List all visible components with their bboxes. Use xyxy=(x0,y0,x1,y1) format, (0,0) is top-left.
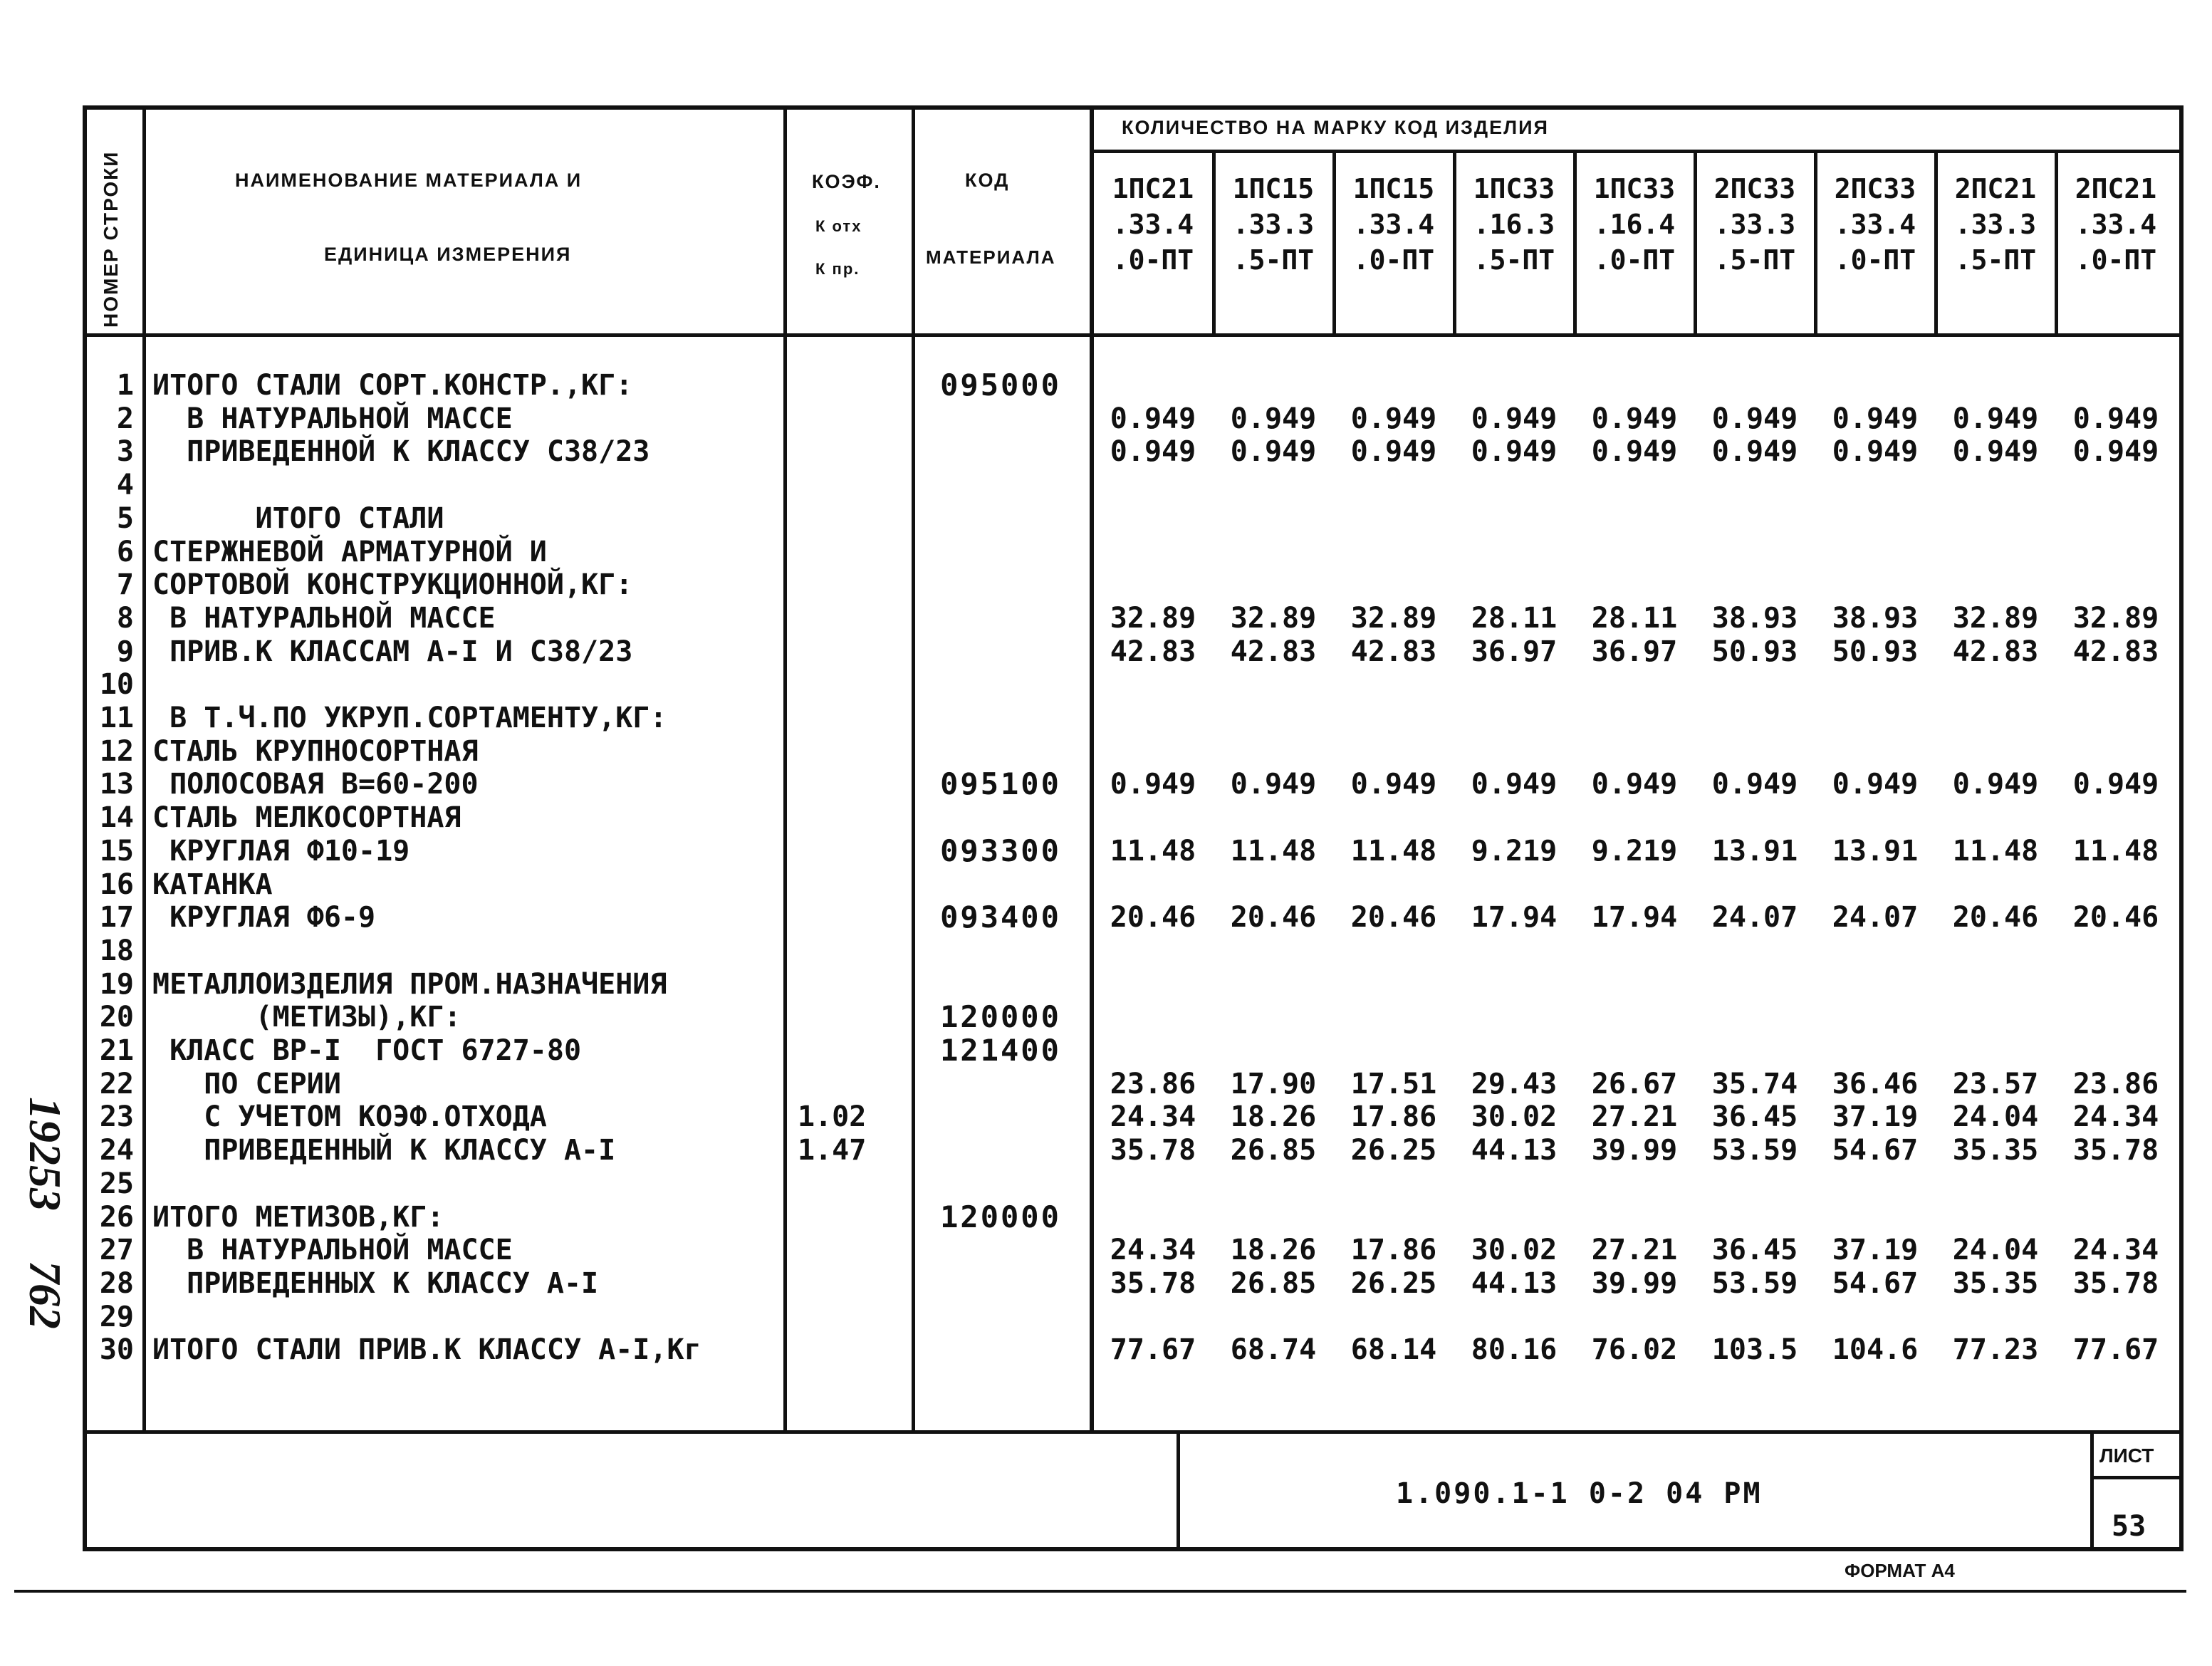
row-number: 3 xyxy=(116,435,134,469)
row-value: 17.86 xyxy=(1350,1100,1437,1134)
product-code-3: 1ПС15 .33.4 .0-ПТ xyxy=(1352,173,1435,276)
row-value: 42.83 xyxy=(1350,635,1437,668)
row-value: 37.19 xyxy=(1832,1100,1919,1134)
row-number: 18 xyxy=(99,934,134,967)
row-value: 29.43 xyxy=(1471,1067,1558,1100)
row-value: 17.51 xyxy=(1350,1067,1437,1100)
row-value: 20.46 xyxy=(2072,901,2159,934)
row-value: 24.34 xyxy=(1110,1100,1196,1134)
row-value: 0.949 xyxy=(1711,435,1798,469)
row-value: 17.94 xyxy=(1471,901,1558,934)
row-value: 11.48 xyxy=(1110,834,1196,868)
format-label: ФОРМАТ А4 xyxy=(1845,1560,1955,1581)
row-number: 5 xyxy=(116,501,134,535)
row-value: 24.04 xyxy=(1952,1234,2039,1267)
row-description: СТАЛЬ МЕЛКОСОРТНАЯ xyxy=(152,801,461,835)
row-number: 9 xyxy=(116,635,134,668)
row-value: 0.949 xyxy=(1591,435,1678,469)
row-value: 26.25 xyxy=(1350,1134,1437,1167)
row-value: 11.48 xyxy=(1230,834,1317,868)
row-value: 104.6 xyxy=(1832,1333,1919,1367)
row-description: ИТОГО СТАЛИ ПРИВ.К КЛАССУ А-I,Кг xyxy=(152,1333,701,1367)
row-value: 24.34 xyxy=(2072,1100,2159,1134)
side-inventory-number: 19253 xyxy=(20,1097,71,1211)
row-description: ПРИВЕДЕННЫЙ К КЛАССУ А-I xyxy=(152,1134,616,1167)
row-value: 36.97 xyxy=(1471,635,1558,668)
row-value: 18.26 xyxy=(1230,1234,1317,1267)
row-number: 16 xyxy=(99,868,134,901)
row-value: 0.949 xyxy=(1711,768,1798,801)
row-number: 11 xyxy=(99,702,134,734)
row-material-code: 095000 xyxy=(940,368,1061,402)
row-value: 20.46 xyxy=(1230,901,1317,934)
row-value: 11.48 xyxy=(1350,834,1437,868)
row-value: 32.89 xyxy=(1350,601,1437,635)
row-description: ПРИВ.К КЛАССАМ А-I И С38/23 xyxy=(152,635,633,668)
row-description: В НАТУРАЛЬНОЙ МАССЕ xyxy=(152,601,496,635)
row-value: 9.219 xyxy=(1591,834,1678,868)
side-inventory-number-2: 762 xyxy=(20,1261,71,1329)
row-coefficient: 1.47 xyxy=(798,1134,867,1167)
row-number: 1 xyxy=(116,369,134,402)
row-value: 36.46 xyxy=(1832,1067,1919,1100)
product-code-6: 2ПС33 .33.3 .5-ПТ xyxy=(1713,173,1796,276)
header-row-number: НОМЕР СТРОКИ xyxy=(100,150,122,328)
product-code-1: 1ПС21 .33.4 .0-ПТ xyxy=(1112,173,1194,276)
row-value: 42.83 xyxy=(2072,635,2159,668)
row-number: 4 xyxy=(116,469,134,502)
row-value: 42.83 xyxy=(1230,635,1317,668)
row-value: 17.90 xyxy=(1230,1067,1317,1100)
row-value: 20.46 xyxy=(1350,901,1437,934)
row-value: 77.23 xyxy=(1952,1333,2039,1367)
row-value: 28.11 xyxy=(1471,601,1558,635)
header-name-line2: ЕДИНИЦА ИЗМЕРЕНИЯ xyxy=(324,244,572,265)
row-value: 32.89 xyxy=(2072,601,2159,635)
row-value: 0.949 xyxy=(2072,768,2159,801)
row-description: ПРИВЕДЕННЫХ К КЛАССУ А-I xyxy=(152,1266,599,1300)
row-value: 35.35 xyxy=(1952,1266,2039,1300)
row-value: 0.949 xyxy=(1110,768,1196,801)
row-value: 35.78 xyxy=(2072,1266,2159,1300)
row-value: 26.85 xyxy=(1230,1134,1317,1167)
row-description: В НАТУРАЛЬНОЙ МАССЕ xyxy=(152,1234,513,1267)
row-value: 26.67 xyxy=(1591,1067,1678,1100)
row-value: 0.949 xyxy=(1350,435,1437,469)
row-number: 20 xyxy=(99,1001,134,1034)
row-value: 24.07 xyxy=(1832,901,1919,934)
row-value: 35.35 xyxy=(1952,1134,2039,1167)
row-value: 35.74 xyxy=(1711,1067,1798,1100)
row-value: 32.89 xyxy=(1952,601,2039,635)
row-description: КЛАСС ВР-I ГОСТ 6727-80 xyxy=(152,1034,582,1067)
row-value: 68.14 xyxy=(1350,1333,1437,1367)
row-value: 35.78 xyxy=(2072,1134,2159,1167)
row-value: 32.89 xyxy=(1230,601,1317,635)
header-coef-line2: К отх xyxy=(815,217,862,235)
row-description: КРУГЛАЯ Ф6-9 xyxy=(152,901,376,934)
row-value: 53.59 xyxy=(1711,1134,1798,1167)
row-value: 0.949 xyxy=(2072,402,2159,435)
sheet-number: 53 xyxy=(2112,1510,2146,1543)
sheet-label: ЛИСТ xyxy=(2099,1444,2154,1467)
header-coef-line1: КОЭФ. xyxy=(812,171,881,192)
product-code-8: 2ПС21 .33.3 .5-ПТ xyxy=(1954,173,2037,276)
row-description: КРУГЛАЯ Ф10-19 xyxy=(152,834,410,868)
row-number: 22 xyxy=(99,1067,134,1100)
row-value: 0.949 xyxy=(1230,768,1317,801)
row-value: 80.16 xyxy=(1471,1333,1558,1367)
row-value: 17.86 xyxy=(1350,1234,1437,1267)
row-description: МЕТАЛЛОИЗДЕЛИЯ ПРОМ.НАЗНАЧЕНИЯ xyxy=(152,967,667,1001)
row-number: 24 xyxy=(99,1134,134,1167)
row-description: В Т.Ч.ПО УКРУП.СОРТАМЕНТУ,КГ: xyxy=(152,702,667,734)
row-value: 0.949 xyxy=(2072,435,2159,469)
row-value: 26.85 xyxy=(1230,1266,1317,1300)
row-number: 2 xyxy=(116,402,134,435)
row-value: 24.34 xyxy=(2072,1234,2159,1267)
row-number: 6 xyxy=(116,535,134,568)
row-value: 36.45 xyxy=(1711,1100,1798,1134)
row-value: 0.949 xyxy=(1832,402,1919,435)
row-value: 39.99 xyxy=(1591,1266,1678,1300)
row-description: ПОЛОСОВАЯ В=60-200 xyxy=(152,768,479,801)
row-value: 32.89 xyxy=(1110,601,1196,635)
row-value: 0.949 xyxy=(1230,435,1317,469)
row-value: 50.93 xyxy=(1711,635,1798,668)
row-number: 7 xyxy=(116,568,134,602)
row-value: 103.5 xyxy=(1711,1333,1798,1367)
row-value: 77.67 xyxy=(2072,1333,2159,1367)
product-code-7: 2ПС33 .33.4 .0-ПТ xyxy=(1834,173,1916,276)
row-material-code: 093300 xyxy=(940,833,1061,868)
row-description: ИТОГО СТАЛИ СОРТ.КОНСТР.,КГ: xyxy=(152,369,633,402)
header-coef-line3: К пр. xyxy=(815,260,860,278)
row-value: 42.83 xyxy=(1952,635,2039,668)
row-value: 24.34 xyxy=(1110,1234,1196,1267)
row-material-code: 121400 xyxy=(940,1033,1061,1068)
row-value: 13.91 xyxy=(1711,834,1798,868)
product-code-2: 1ПС15 .33.3 .5-ПТ xyxy=(1232,173,1315,276)
row-value: 42.83 xyxy=(1110,635,1196,668)
row-value: 44.13 xyxy=(1471,1266,1558,1300)
row-value: 27.21 xyxy=(1591,1234,1678,1267)
row-value: 54.67 xyxy=(1832,1134,1919,1167)
row-value: 0.949 xyxy=(1471,435,1558,469)
row-value: 26.25 xyxy=(1350,1266,1437,1300)
row-value: 50.93 xyxy=(1832,635,1919,668)
row-value: 23.57 xyxy=(1952,1067,2039,1100)
row-description: ПО СЕРИИ xyxy=(152,1067,341,1100)
row-number: 8 xyxy=(116,601,134,635)
row-number: 21 xyxy=(99,1034,134,1067)
row-value: 77.67 xyxy=(1110,1333,1196,1367)
product-code-9: 2ПС21 .33.4 .0-ПТ xyxy=(2075,173,2157,276)
row-value: 35.78 xyxy=(1110,1266,1196,1300)
row-value: 44.13 xyxy=(1471,1134,1558,1167)
header-quantity: КОЛИЧЕСТВО НА МАРКУ КОД ИЗДЕЛИЯ xyxy=(1122,117,1549,138)
row-number: 19 xyxy=(99,967,134,1001)
row-value: 18.26 xyxy=(1230,1100,1317,1134)
row-value: 17.94 xyxy=(1591,901,1678,934)
row-value: 9.219 xyxy=(1471,834,1558,868)
row-material-code: 093400 xyxy=(940,900,1061,935)
row-description: СОРТОВОЙ КОНСТРУКЦИОННОЙ,КГ: xyxy=(152,568,633,602)
row-number: 29 xyxy=(99,1300,134,1333)
row-description: СТЕРЖНЕВОЙ АРМАТУРНОЙ И xyxy=(152,535,547,568)
row-value: 36.97 xyxy=(1591,635,1678,668)
row-value: 37.19 xyxy=(1832,1234,1919,1267)
product-code-5: 1ПС33 .16.4 .0-ПТ xyxy=(1593,173,1676,276)
row-value: 0.949 xyxy=(1350,768,1437,801)
row-number: 28 xyxy=(99,1266,134,1300)
row-value: 68.74 xyxy=(1230,1333,1317,1367)
row-value: 27.21 xyxy=(1591,1100,1678,1134)
row-number: 14 xyxy=(99,801,134,835)
row-description: ИТОГО МЕТИЗОВ,КГ: xyxy=(152,1200,444,1234)
row-description: ИТОГО СТАЛИ xyxy=(152,501,444,535)
row-value: 38.93 xyxy=(1832,601,1919,635)
row-value: 0.949 xyxy=(1952,402,2039,435)
row-description: С УЧЕТОМ КОЭФ.ОТХОДА xyxy=(152,1100,547,1134)
row-material-code: 120000 xyxy=(940,1199,1061,1234)
row-value: 36.45 xyxy=(1711,1234,1798,1267)
row-value: 0.949 xyxy=(1350,402,1437,435)
row-value: 23.86 xyxy=(1110,1067,1196,1100)
row-number: 26 xyxy=(99,1200,134,1234)
row-value: 0.949 xyxy=(1832,768,1919,801)
row-number: 12 xyxy=(99,734,134,768)
row-number: 27 xyxy=(99,1234,134,1267)
row-number: 25 xyxy=(99,1167,134,1200)
row-value: 0.949 xyxy=(1591,402,1678,435)
row-description: КАТАНКА xyxy=(152,868,273,901)
row-number: 23 xyxy=(99,1100,134,1134)
row-number: 17 xyxy=(99,901,134,934)
row-material-code: 120000 xyxy=(940,999,1061,1035)
row-value: 30.02 xyxy=(1471,1234,1558,1267)
doc-code: 1.090.1-1 0-2 04 РМ xyxy=(1396,1477,1763,1510)
row-value: 23.86 xyxy=(2072,1067,2159,1100)
row-value: 24.07 xyxy=(1711,901,1798,934)
row-value: 0.949 xyxy=(1952,768,2039,801)
row-number: 13 xyxy=(99,768,134,801)
row-value: 20.46 xyxy=(1110,901,1196,934)
row-value: 38.93 xyxy=(1711,601,1798,635)
row-value: 0.949 xyxy=(1110,402,1196,435)
row-number: 30 xyxy=(99,1333,134,1367)
row-value: 0.949 xyxy=(1471,768,1558,801)
row-value: 13.91 xyxy=(1832,834,1919,868)
row-value: 54.67 xyxy=(1832,1266,1919,1300)
row-number: 15 xyxy=(99,834,134,868)
header-code-line1: КОД xyxy=(965,170,1010,191)
row-description: СТАЛЬ КРУПНОСОРТНАЯ xyxy=(152,734,479,768)
row-description: (МЕТИЗЫ),КГ: xyxy=(152,1001,461,1034)
row-value: 76.02 xyxy=(1591,1333,1678,1367)
row-value: 39.99 xyxy=(1591,1134,1678,1167)
row-value: 24.04 xyxy=(1952,1100,2039,1134)
product-code-4: 1ПС33 .16.3 .5-ПТ xyxy=(1473,173,1555,276)
header-code-line2: МАТЕРИАЛА xyxy=(926,246,1056,268)
row-material-code: 095100 xyxy=(940,766,1061,802)
row-value: 0.949 xyxy=(1711,402,1798,435)
row-value: 20.46 xyxy=(1952,901,2039,934)
row-value: 0.949 xyxy=(1230,402,1317,435)
row-value: 35.78 xyxy=(1110,1134,1196,1167)
row-description: В НАТУРАЛЬНОЙ МАССЕ xyxy=(152,402,513,435)
row-value: 30.02 xyxy=(1471,1100,1558,1134)
row-value: 11.48 xyxy=(1952,834,2039,868)
row-value: 28.11 xyxy=(1591,601,1678,635)
row-value: 0.949 xyxy=(1591,768,1678,801)
row-number: 10 xyxy=(99,668,134,702)
header-name-line1: НАИМЕНОВАНИЕ МАТЕРИАЛА И xyxy=(235,170,583,191)
row-value: 0.949 xyxy=(1832,435,1919,469)
row-coefficient: 1.02 xyxy=(798,1100,867,1134)
row-value: 11.48 xyxy=(2072,834,2159,868)
row-value: 0.949 xyxy=(1110,435,1196,469)
row-description: ПРИВЕДЕННОЙ К КЛАССУ С38/23 xyxy=(152,435,650,469)
row-value: 53.59 xyxy=(1711,1266,1798,1300)
row-value: 0.949 xyxy=(1952,435,2039,469)
row-value: 0.949 xyxy=(1471,402,1558,435)
